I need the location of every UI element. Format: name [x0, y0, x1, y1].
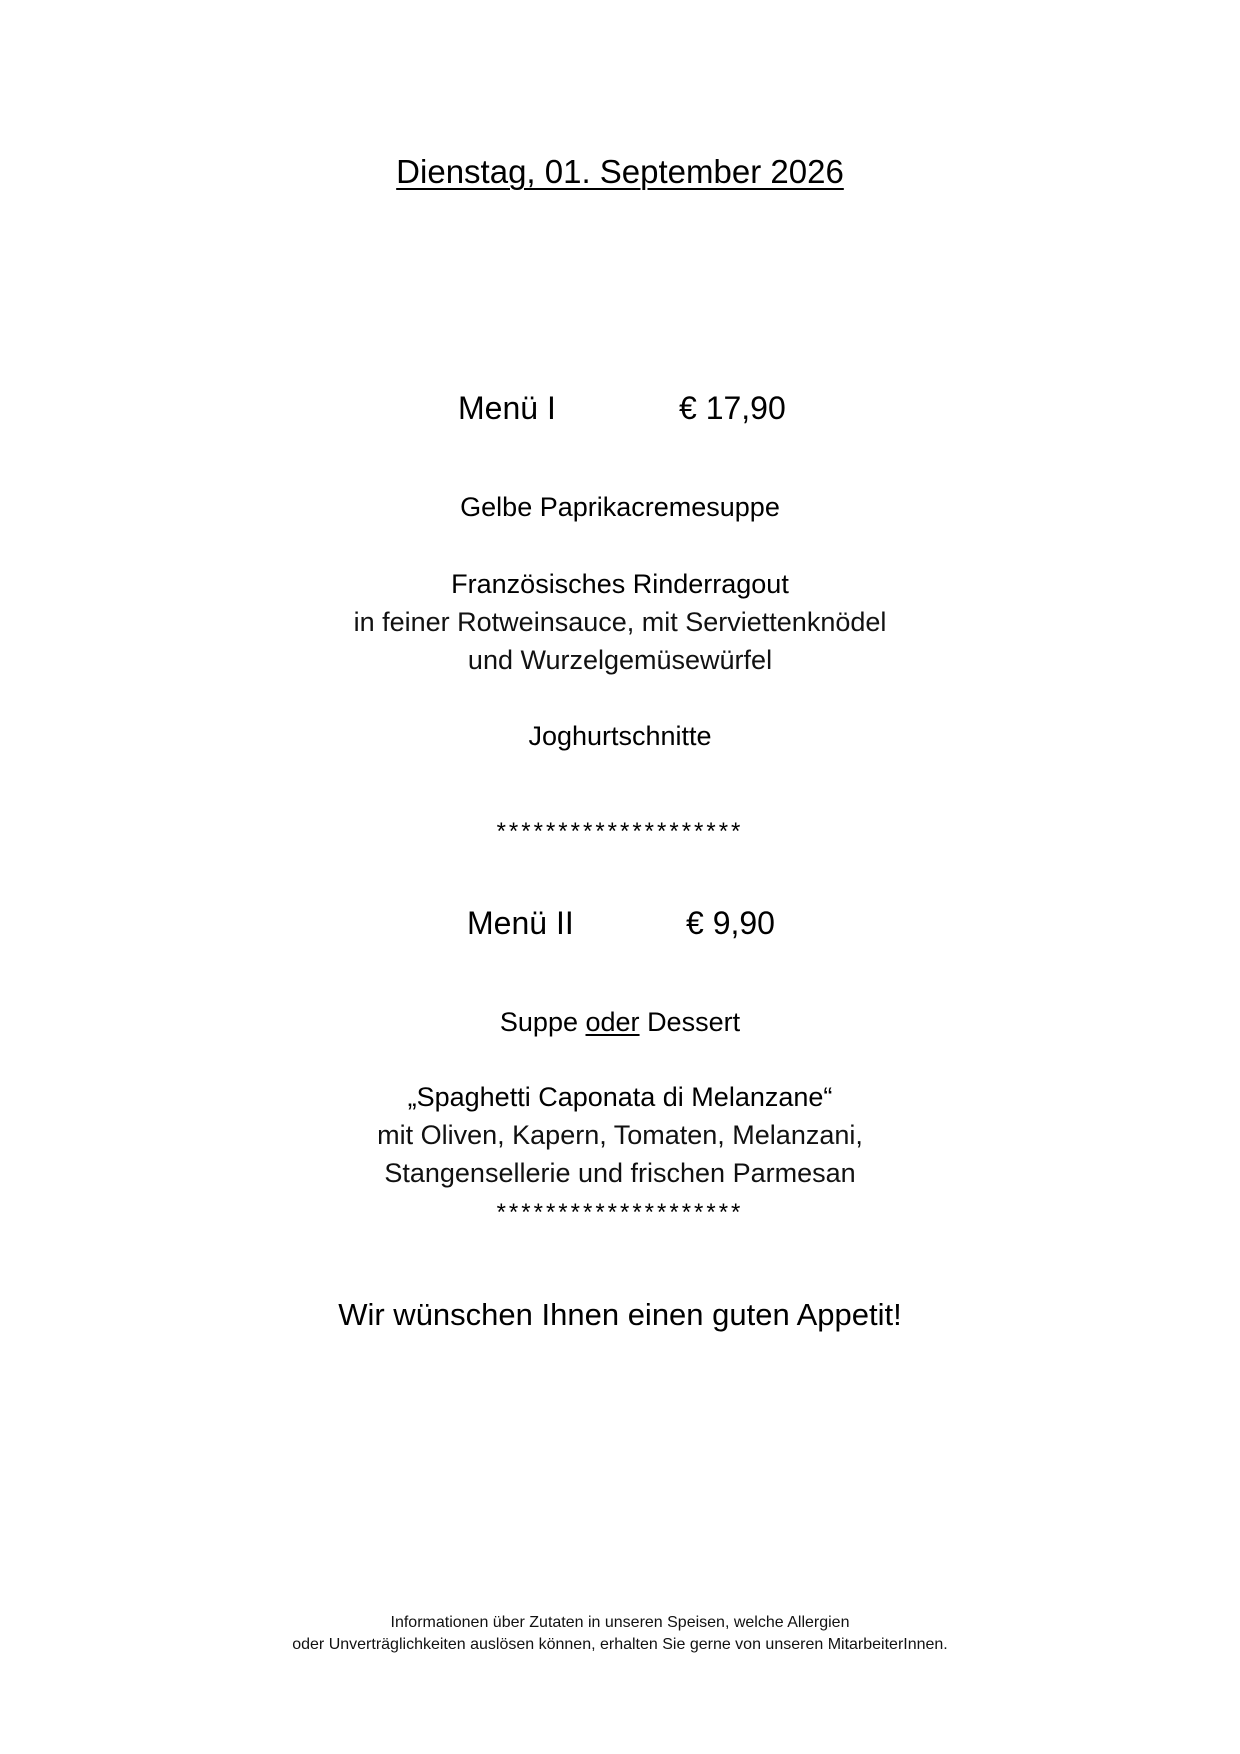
menu1-dessert: Joghurtschnitte [528, 721, 712, 751]
menu1-main-title: Französisches Rinderragout [451, 569, 789, 599]
separator-bottom: ******************** [496, 1199, 744, 1226]
date-title: Dienstag, 01. September 2026 [396, 153, 844, 190]
menu1-soup: Gelbe Paprikacremesuppe [460, 492, 780, 522]
menu1-main-desc-line1: in feiner Rotweinsauce, mit Serviettenknödel [353, 607, 887, 637]
allergen-note-line1: Informationen über Zutaten in unseren Speisen, welche Allergien [390, 1614, 850, 1631]
menu2-name: Menü II [467, 905, 574, 941]
menu1-price: € 17,90 [679, 390, 786, 426]
menu2-choice-soup: Suppe [499, 1007, 578, 1037]
menu2-main-title: „Spaghetti Caponata di Melanzane“ [407, 1082, 833, 1112]
menu2-choice-or: oder [585, 1007, 640, 1037]
allergen-note-line2: oder Unverträglichkeiten auslösen können, erhalten Sie gerne von unseren MitarbeiterInnen. [292, 1636, 948, 1653]
menu1-name: Menü I [458, 390, 556, 426]
menu2-main-desc-line1: mit Oliven, Kapern, Tomaten, Melanzani, [377, 1120, 863, 1150]
menu2-main-desc-line2: Stangensellerie und frischen Parmesan [384, 1158, 856, 1188]
closing-greeting: Wir wünschen Ihnen einen guten Appetit! [338, 1297, 902, 1332]
menu2-choice [0, 1003, 1240, 1041]
menu2-price: € 9,90 [686, 905, 775, 941]
separator-top: ******************** [496, 818, 744, 845]
menu2-choice-dessert: Dessert [647, 1007, 741, 1037]
menu1-main-desc-line2: und Wurzelgemüsewürfel [467, 645, 773, 675]
